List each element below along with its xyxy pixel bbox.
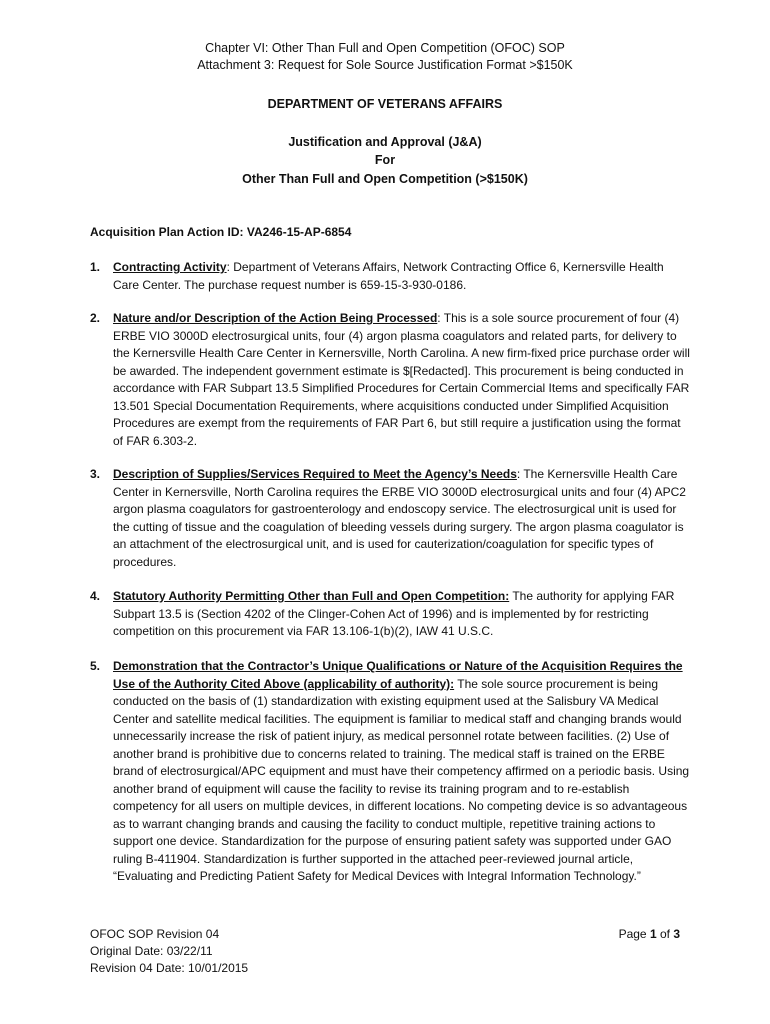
- section-label: Statutory Authority Permitting Other than Full and Open Competition:: [113, 589, 510, 603]
- footer-revision-date: Revision 04 Date: 10/01/2015: [90, 961, 249, 975]
- department-heading: DEPARTMENT OF VETERANS AFFAIRS: [267, 97, 503, 111]
- section-text: This is a sole source procurement of four (4) ERBE VIO 3000D electrosurgical units, four (4) argon plasma coagulators and related parts, for delivery to the Kernersville Health Care Center in Kernersville, North Carolina. A new firm-fixed price purchase order will be awarded. The independent government estimate is $[Redacted]. This procurement is being conducted in accordance with FAR Subpart 13.5 Simplified Procedures for Certain Commercial Items and specifically FAR 13.501 Special Documentation Requirements, where acquisitions conducted under Simplified Acquisition Procedures are exempt from the requirements of FAR Part 6, but still require a justification using the format of FAR 6.303-2.: [113, 311, 690, 448]
- section-text: The sole source procurement is being conducted on the basis of (1) standardization with existing equipment used at the Salisbury VA Medical Center and satellite medical facilities. The equipment is familiar to medical staff and changing brands would unnecessarily increase the risk of patient injury, as medical personnel rotate between facilities. (2) Use of another brand is prohibitive due to concerns related to training. The medical staff is trained on the ERBE brand of electrosurgical/APC equipment and must have their competency affirmed on a periodic basis. Using another brand of equipment will cause the facility to revise its training program and to re-establish competency for all users on multiple devices, in different locations. No competing device is so advantageous as to warrant changing brands and causing the facility to conduct multiple, repetitive training actions to support one device. Standardization for the purpose of ensuring patient safety was supported under GAO ruling B-411904. Standardization is further supported in the attached peer-reviewed journal article, “Evaluating and Predicting Patient Safety for Medical Devices with Integral Information Technology.”: [113, 676, 690, 883]
- section-text: The authority for applying FAR Subpart 13.5 is (Section 4202 of the Clinger-Cohen Act of 1996) and is implemented by for restricting competition on this procurement via FAR 13.106-1(b)(2), IAW 41 U.S.C.: [113, 589, 675, 638]
- header-line-1: Chapter VI: Other Than Full and Open Competition (OFOC) SOP: [205, 41, 565, 55]
- footer-revision: OFOC SOP Revision 04: [90, 927, 220, 941]
- section-number: 1.: [90, 260, 101, 274]
- footer-original-date: Original Date: 03/22/11: [90, 944, 213, 958]
- section-number: 5.: [90, 659, 101, 673]
- section-number: 3.: [90, 467, 101, 481]
- title-line-3: Other Than Full and Open Competition (>$150K): [242, 172, 528, 186]
- section-number: 4.: [90, 589, 101, 603]
- section-text: Department of Veterans Affairs, Network Contracting Office 6, Kernersville Health Care Center. The purchase request number is 659-15-3-930-0186.: [113, 260, 664, 292]
- footer-revision-info: [90, 926, 248, 977]
- section-label: Nature and/or Description of the Action Being Processed: [113, 311, 438, 325]
- section-4: [90, 588, 690, 641]
- section-3: 3. Description of Supplies/Services Required to Meet the Agency’s Needs: The Kernersville Health Care Center in Kernersville, North Carolina requires the ERBE VIO 3000D electrosurgical units and four (4) APC2 argon plasma coagulators for gastroenterology and endoscopy service. The electrosurgical unit is used for the cutting of tissue and the coagulation of bleeding vessels during surgery. The argon plasma coagulator is an attachment of the electrosurgical unit, and is used for cauterization/coagulation for specific types of procedures.: [90, 467, 686, 569]
- current-page: 1: [649, 927, 657, 941]
- header-line-2: Attachment 3: Request for Sole Source Justification Format >$150K: [197, 58, 573, 72]
- acquisition-plan-id: Acquisition Plan Action ID: VA246-15-AP-6854: [90, 225, 352, 239]
- title-line-2: For: [374, 153, 396, 167]
- section-5: [90, 658, 690, 886]
- section-text: The Kernersville Health Care Center in Kernersville, North Carolina requires the ERBE VIO 3000D electrosurgical units and four (4) APC2 argon plasma coagulators for gastroenterology and endoscopy service. The electrosurgical unit is used for the cutting of tissue and the coagulation of bleeding vessels during surgery. The argon plasma coagulator is an attachment of the electrosurgical unit, and is used for cauterization/coagulation for specific types of procedures.: [113, 467, 686, 569]
- section-2: 2. Nature and/or Description of the Action Being Processed: This is a sole source procurement of four (4) ERBE VIO 3000D electrosurgical units, four (4) argon plasma coagulators and related parts, for delivery to the Kernersville Health Care Center in Kernersville, North Carolina. A new firm-fixed price purchase order will be awarded. The independent government estimate is $[Redacted]. This procurement is being conducted in accordance with FAR Subpart 13.5 Simplified Procedures for Certain Commercial Items and specifically FAR 13.501 Special Documentation Requirements, where acquisitions conducted under Simplified Acquisition Procedures are exempt from the requirements of FAR Part 6, but still require a justification using the format of FAR 6.303-2.: [90, 311, 690, 448]
- section-label: Demonstration that the Contractor’s Unique Qualifications or Nature of the Acquisition Requires the Use of the Authority Cited Above (applicability of authority):: [113, 659, 683, 691]
- section-label: Contracting Activity: [113, 260, 227, 274]
- section-number: 2.: [90, 311, 101, 325]
- total-pages: 3: [673, 927, 680, 941]
- section-label: Description of Supplies/Services Required to Meet the Agency’s Needs: [113, 467, 517, 481]
- page-number: Page 1 of 3: [618, 927, 680, 941]
- section-1: 1. Contracting Activity: Department of Veterans Affairs, Network Contracting Office 6, Kernersville Health Care Center. The purchase request number is 659-15-3-930-0186.: [90, 260, 664, 292]
- title-line-1: Justification and Approval (J&A): [288, 135, 482, 149]
